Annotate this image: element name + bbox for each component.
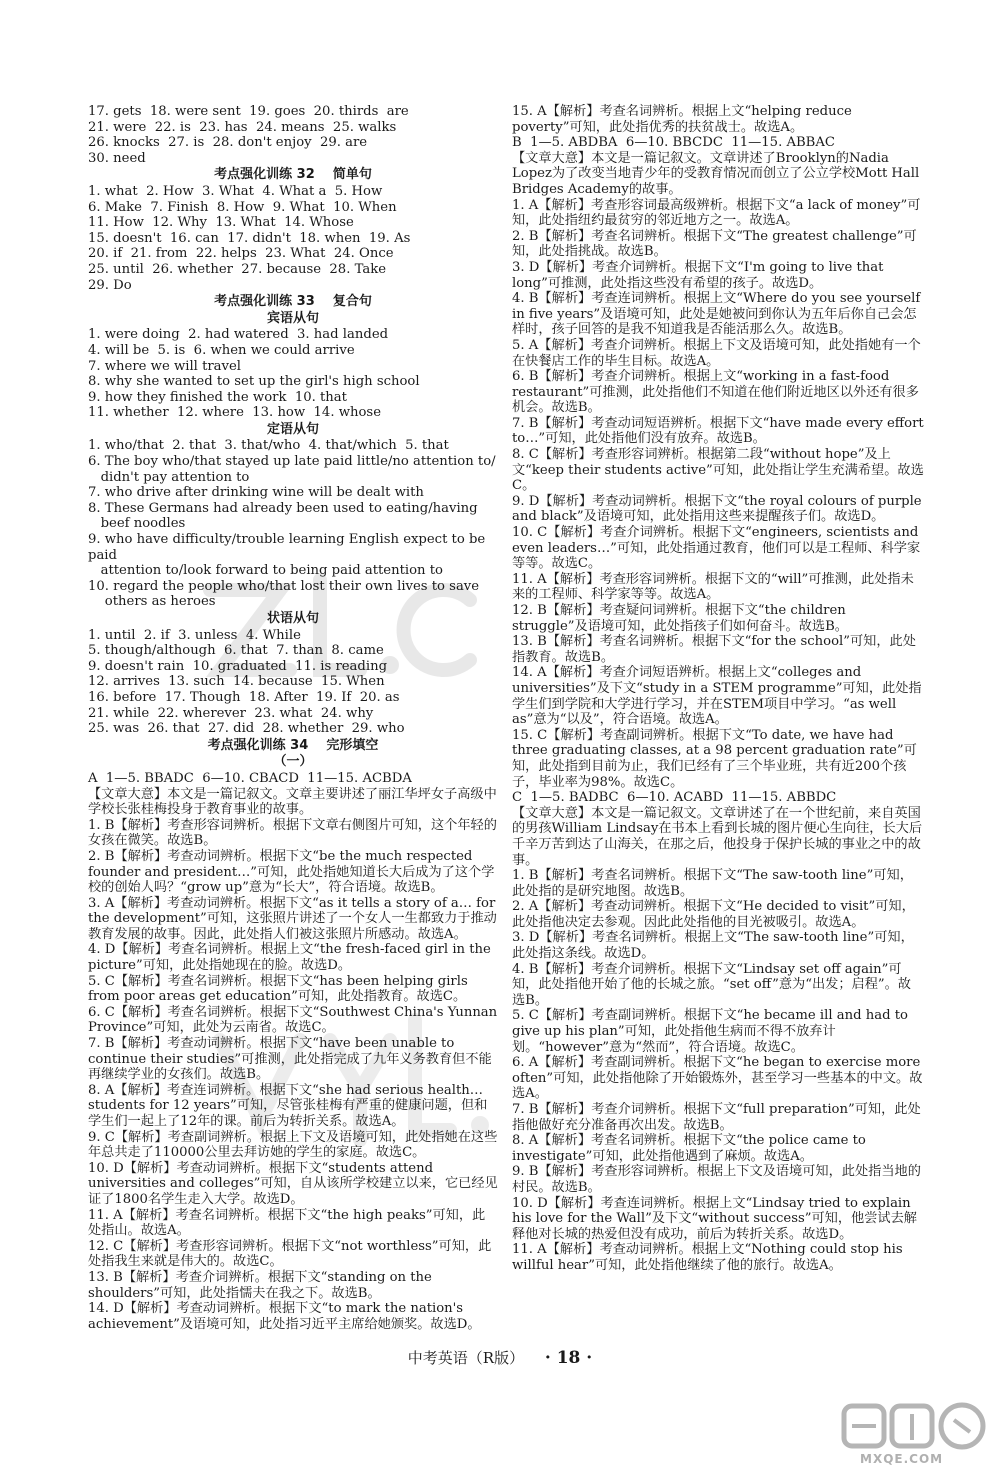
section-heading: 宾语从句 <box>266 310 319 326</box>
answer-line: others as heroes <box>88 594 216 610</box>
answer-line: 5. C【解析】考查名词辨析。根据下文“has been helping girls from poor areas get education”可知，此处指教育。故选C。 <box>88 973 472 1005</box>
answer-line: 14. D【解析】考查动词辨析。根据下文“to mark the nation's achievement”及语境可知，此处指习近平主席给她颁奖。故选D。 <box>88 1301 481 1332</box>
section-heading: 定语从句 <box>266 421 319 437</box>
answer-line: 16. before 17. Though 18. After 19. If 20. as <box>88 689 400 705</box>
answer-line: C 1—5. BADBC 6—10. ACABD 11—15. ABBDC <box>512 790 837 806</box>
answer-line: 4. B【解析】考查连词辨析。根据上文“Where do you see yourself in five years”及语境可知，此处是她被问到你认为五年后你自己会怎样时，孩子回答的是我不知道我是否能活那么久。故选B。 <box>512 291 925 338</box>
answer-line: 3. A【解析】考查动词辨析。根据下文“as it tells a story of a… for the development”可知，这张照片讲述了一个女人一生都致力于推动教育发展的故事。因此，此处指人们被这张照片所感动。故选A。 <box>88 895 500 942</box>
answer-line: 10. C【解析】考查介词辨析。根据下文“engineers, scientists and even leaders…”可知，此处指通过教育，他们可以是工程师、科学家等等。故选C。 <box>512 525 923 572</box>
answer-line: 15. C【解析】考查副词辨析。根据下文“To date, we have had three graduating classes, at a 98 percent graduation rate”可知，此处指到目前为止，我们已经有了三个毕业班，共有近200个孩子，毕业率为98%。故选C。 <box>512 727 917 790</box>
section-heading: 状语从句 <box>266 611 319 626</box>
answer-line: 11. A【解析】考查形容词辨析。根据下文的“will”可推测，此处指未来的工程师、科学家等等。故选A。 <box>512 571 914 603</box>
answer-line: 11. How 12. Why 13. What 14. Whose <box>88 215 354 231</box>
answer-line: 29. Do <box>88 277 132 293</box>
answer-line: 7. B【解析】考查动词辨析。根据下文“have been unable to continue their studies”可推测，此处指完成了九年义务教育但不能再继续学业的女孩们。故选B。 <box>88 1036 492 1083</box>
answer-line: 7. B【解析】考查动词短语辨析。根据下文“have made every effort to…”可知，此处指他们没有放弃。故选B。 <box>512 415 928 447</box>
answer-line: 12. B【解析】考查疑问词辨析。根据下文“the children struggle”及语境可知，此处指孩子们如何奋斗。故选B。 <box>512 603 850 634</box>
answer-line: 8. A【解析】考查连词辨析。根据下文“she had serious health… students for 12 years”可知，尽管张桂梅有严重的健康问题，但和学生们一起上了12年的课。前后为转折关系。故选A。 <box>88 1082 488 1129</box>
answer-line: 15. doesn't 16. can 17. didn't 18. when 19. As <box>88 230 411 246</box>
answer-line: 21. while 22. wherever 23. what 24. why <box>88 705 374 721</box>
answer-line: 4. B【解析】考查介词辨析。根据下文“Lindsay set off again”可知，此处指他开始了他的长城之旅。“set off”意为“出发；启程”。故选B。 <box>512 961 911 1008</box>
book-title: 中考英语（R版） <box>407 1349 525 1367</box>
answer-line: 30. need <box>88 150 146 166</box>
answer-line: 11. A【解析】考查名词辨析。根据下文“the high peaks”可知，此处指山。故选A。 <box>88 1207 486 1239</box>
answer-line: 【文章大意】本文是一篇记叙文。文章主要讲述了丽江华坪女子高级中学校长张桂梅投身于教育事业的故事。 <box>88 786 497 818</box>
answer-line: 14. A【解析】考查介词短语辨析。根据上文“colleges and universities”及下文“study in a STEM programme”可知，此处指学生们到学院和大学进行学习，并在STEM项目中学习。“as well as”意为“以及”，符合语境。故选A。 <box>512 665 922 728</box>
answer-line: 12. arrives 13. such 14. because 15. When <box>88 674 385 690</box>
answer-line: 25. until 26. whether 27. because 28. Take <box>88 261 387 277</box>
answer-line: 1. A【解析】考查形容词最高级辨析。根据下文“a lack of money”可知，此处指纽约最贫穷的邻近地方之一。故选A。 <box>512 197 921 229</box>
answer-line: beef noodles <box>88 516 186 532</box>
answer-line: 3. D【解析】考查介词辨析。根据下文“I'm going to live that long”可推测，此处指这些没有希望的孩子。故选D。 <box>512 259 888 291</box>
answer-line: 8. These Germans had already been used to eating/having <box>88 500 478 516</box>
page-footer <box>0 1347 1000 1368</box>
answer-line: 15. A【解析】考查名词辨析。根据上文“helping reduce poverty”可知，此处指优秀的扶贫战士。故选A。 <box>512 104 856 135</box>
answer-line: 25. was 26. that 27. did 28. whether 29. who <box>88 721 405 737</box>
answer-line: 7. who drive after drinking wine will be dealt with <box>88 485 424 501</box>
section-heading: （一） <box>273 754 313 770</box>
answer-line: 【文章大意】本文是一篇记叙文。文章讲述了Brooklyn的Nadia Lopez为了改变当地青少年的受教育情况而创立了公立学校Mott Hall Bridges Academy的故事。 <box>512 150 924 197</box>
answer-line: 8. C【解析】考查形容词辨析。根据第二段“without hope”及上文“keep their students active”可知，此处指让学生充满希望。故选C。 <box>512 447 924 494</box>
answer-line: 9. who have difficulty/trouble learning English expect to be paid <box>88 532 490 563</box>
answer-line: 11. whether 12. where 13. how 14. whose <box>88 405 382 421</box>
answer-line: 8. why she wanted to set up the girl's high school <box>88 374 420 390</box>
answer-line: 17. gets 18. were sent 19. goes 20. thirds are <box>88 104 409 119</box>
answer-line: 9. how they finished the work 10. that <box>88 389 347 405</box>
answer-line: 10. D【解析】考查连词辨析。根据上文“Lindsay tried to explain his love for the Wall”及下文“without success”可知，他尝试去解释他对长城的热爱但没有成功，前后为转折关系。故选D。 <box>512 1195 917 1242</box>
answer-line: 12. C【解析】考查形容词辨析。根据下文“not worthless”可知，此处指我生来就是伟大的。故选C。 <box>88 1238 492 1270</box>
answer-line: 13. B【解析】考查名词辨析。根据下文“for the school”可知，此处指教育。故选B。 <box>512 634 916 665</box>
answer-line: 5. A【解析】考查介词辨析。根据上下文及语境可知，此处指她有一个在快餐店工作的毕生目标。故选A。 <box>512 337 921 369</box>
answer-line: 9. C【解析】考查副词辨析。根据上下文及语境可知，此处指她在这些年总共走了110000公里去拜访她的学生的家庭。故选C。 <box>88 1129 498 1161</box>
answer-line: 10. regard the people who/that lost their own lives to save <box>88 578 480 594</box>
answer-line: 6. The boy who/that stayed up late paid little/no attention to/ <box>88 454 496 470</box>
answer-line: 21. were 22. is 23. has 24. means 25. walks <box>88 119 397 135</box>
answer-line: 【文章大意】本文是一篇记叙文。文章讲述了在一个世纪前，来自英国的男孩William Lindsay在书本上看到长城的图片便心生向往，长大后千辛万苦到达了山海关，在那之后，他投身于保护长城的事业之中的故事。 <box>512 805 923 868</box>
answer-line: 7. B【解析】考查介词辨析。根据下文“full preparation”可知，此处指他做好充分准备再次出发。故选B。 <box>512 1102 921 1133</box>
answer-line: 1. until 2. if 3. unless 4. While <box>88 627 301 643</box>
answer-line: 3. D【解析】考查名词辨析。根据上文“The saw-tooth line”可知，此处指这条线。故选D。 <box>512 930 914 962</box>
right-column <box>512 104 928 1274</box>
answer-line: 1. B【解析】考查形容词辨析。根据下文章右侧图片可知，这个年轻的女孩在微笑。故选B。 <box>88 817 497 849</box>
logo-text: MXQE.COM <box>860 1452 944 1466</box>
answer-line: 13. B【解析】考查介词辨析。根据下文“standing on the shoulders”可知，此处指懦夫在我之下。故选B。 <box>88 1269 437 1301</box>
answer-line: 5. though/although 6. that 7. than 8. came <box>88 643 384 659</box>
section-heading: 考点强化训练 32 简单句 <box>214 167 372 183</box>
answer-line: 1. B【解析】考查名词辨析。根据下文“The saw-tooth line”可知，此处指的是研究地图。故选B。 <box>512 868 913 899</box>
answer-line: 26. knocks 27. is 28. don't enjoy 29. are <box>88 135 368 151</box>
answer-line: 1. were doing 2. had watered 3. had landed <box>88 327 389 343</box>
answer-line: 6. C【解析】考查名词辨析。根据下文“Southwest China's Yunnan Province”可知，此处为云南省。故选C。 <box>88 1004 502 1036</box>
answer-line: 7. where we will travel <box>88 358 242 374</box>
answer-line: 10. D【解析】考查动词辨析。根据下文“students attend universities and colleges”可知，自从该所学校建立以来，它已经见证了1800名学生走入大学。故选D。 <box>88 1160 498 1207</box>
answer-line: 8. A【解析】考查名词辨析。根据下文“the police came to investigate”可知，此处指他遇到了麻烦。故选A。 <box>512 1133 871 1164</box>
answer-line: B 1—5. ABDBA 6—10. BBCDC 11—15. ABBAC <box>512 135 835 151</box>
answer-line: A 1—5. BBADC 6—10. CBACD 11—15. ACBDA <box>88 770 412 786</box>
answer-line: 1. what 2. How 3. What 4. What a 5. How <box>88 183 383 199</box>
answer-line: 20. if 21. from 22. helps 23. What 24. Once <box>88 246 394 262</box>
answer-line: 11. A【解析】考查动词辨析。根据上文“Nothing could stop his willful hear”可知，此处指他继续了他的旅行。故选A。 <box>512 1242 907 1273</box>
answer-line: 4. will be 5. is 6. when we could arrive <box>88 342 355 358</box>
answer-line: 1. who/that 2. that 3. that/who 4. that/which 5. that <box>88 438 449 454</box>
answer-line: 2. B【解析】考查动词辨析。根据下文“be the much respected founder and president…”可知，此处指她知道长大后成为了这个学校的创始人吗？“grow up”意为“长大”，符合语境。故选B。 <box>88 848 495 896</box>
answer-line: didn't pay attention to <box>88 469 250 485</box>
answer-line: 9. doesn't rain 10. graduated 11. is reading <box>88 658 388 674</box>
answer-line: 4. D【解析】考查名词辨析。根据上文“the fresh-faced girl in the picture”可知，此处指她现在的脸。故选D。 <box>88 942 496 974</box>
left-column <box>88 104 502 1332</box>
section-heading: 考点强化训练 33 复合句 <box>214 294 372 310</box>
answer-line: 6. Make 7. Finish 8. How 9. What 10. When <box>88 199 397 215</box>
section-heading: 考点强化训练 34 完形填空 <box>207 737 379 753</box>
answer-line: 6. B【解析】考查介词辨析。根据上文“working in a fast-food restaurant”可推测，此处指他们不知道在他们附近地区以外还有很多机会。故选B。 <box>512 369 919 416</box>
page-number: · 18 · <box>544 1348 593 1368</box>
answer-line: 5. C【解析】考查副词辨析。根据下文“he became ill and had to give up his plan”可知，此处指他生病而不得不放弃计划。“however”意为“然而”，符合语境。故选C。 <box>512 1008 913 1055</box>
answer-line: 9. D【解析】考查动词辨析。根据下文“the royal colours of purple and black”及语境可知，此处指用这些来提醒孩子们。故选D。 <box>512 493 926 525</box>
answer-line: 2. A【解析】考查动词辨析。根据下文“He decided to visit”可知，此处指他决定去参观。因此此处指他的目光被吸引。故选A。 <box>512 899 915 930</box>
answer-line: attention to/look forward to being paid attention to <box>88 563 443 579</box>
answer-line: 6. A【解析】考查副词辨析。根据下文“he began to exercise more often”可知，此处指他除了开始锻炼外，甚至学习一些基本的中文。故选A。 <box>512 1055 925 1102</box>
answer-line: 9. B【解析】考查形容词辨析。根据上下文及语境可知，此处指当地的村民。故选B。 <box>512 1164 921 1195</box>
answer-line: 2. B【解析】考查名词辨析。根据下文“The greatest challenge”可知，此处指挑战。故选B。 <box>512 228 917 260</box>
